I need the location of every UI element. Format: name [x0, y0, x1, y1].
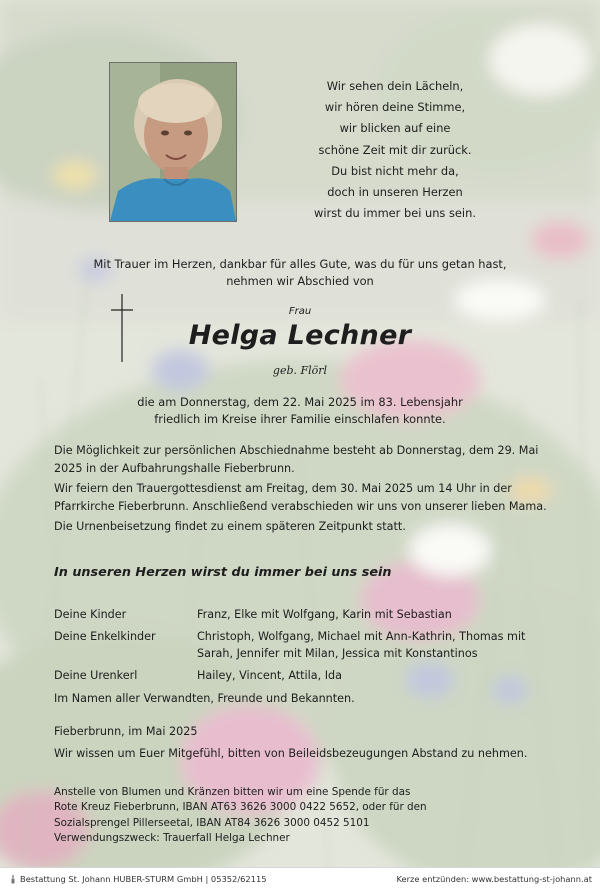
portrait-photo [109, 62, 237, 222]
place-date: Fieberbrunn, im Mai 2025 [54, 725, 198, 738]
donation-line: Sozialsprengel Pillerseetal, IBAN AT84 3626 3000 0452 5101 [54, 816, 370, 829]
poem-line: doch in unseren Herzen [327, 185, 463, 200]
sympathy-note: Wir wissen um Euer Mitgefühl, bitten von Beileidsbezeugungen Abstand zu nehmen. [54, 747, 528, 760]
poem-line: wirst du immer bei uns sein. [314, 206, 476, 221]
poem-line: schöne Zeit mit dir zurück. [318, 142, 472, 157]
death-notice-line: friedlich im Kreise ihrer Familie einschlafen konnte. [154, 412, 446, 426]
urn-burial-paragraph: Die Urnenbeisetzung findet zu einem späteren Zeitpunkt statt. [54, 520, 406, 533]
poem [290, 76, 500, 224]
mourner-names: Franz, Elke mit Wolfgang, Karin mit Sebastian [197, 608, 452, 621]
cross-icon [110, 292, 134, 364]
mourner-names: Hailey, Vincent, Attila, Ida [197, 668, 342, 682]
death-notice-line: die am Donnerstag, dem 22. Mai 2025 im 83. Lebensjahr [137, 395, 463, 409]
intro-line: nehmen wir Abschied von [226, 274, 374, 288]
donation-line: Anstelle von Blumen und Kränzen bitten wir um eine Spende für das [54, 786, 411, 798]
intro-text [60, 256, 540, 290]
mourner-names: Christoph, Wolfgang, Michael mit Ann-Kathrin, Thomas mit Sarah, Jennifer mit Milan, Jessica mit Konstantinos [197, 629, 526, 660]
salutation: Frau [288, 306, 312, 317]
mourner-row [54, 628, 554, 663]
relatives-line: Im Namen aller Verwandten, Freunde und Bekannten. [54, 692, 355, 705]
footer-company-text: Bestattung St. Johann HUBER-STURM GmbH | 05352/62115 [20, 874, 267, 884]
donation-note [54, 785, 474, 846]
footer-company [8, 874, 267, 884]
footer-candle-link[interactable]: Kerze entzünden: www.bestattung-st-johann.at [396, 874, 592, 884]
poem-line: wir blicken auf eine [339, 121, 451, 136]
poem-line: Wir sehen dein Lächeln, [326, 79, 464, 93]
donation-line: Rote Kreuz Fieberbrunn, IBAN AT63 3626 3000 0422 5652, oder für den [54, 801, 427, 814]
mourner-row [54, 667, 554, 685]
intro-line: Mit Trauer im Herzen, dankbar für alles Gute, was du für uns getan hast, [93, 257, 507, 271]
motto: In unseren Herzen wirst du immer bei uns sein [54, 565, 392, 580]
death-notice [60, 394, 540, 428]
mourners-list [54, 606, 554, 688]
candle-icon [8, 874, 18, 884]
mourner-label: Deine Enkelkinder [54, 629, 156, 643]
funeral-service-paragraph: Wir feiern den Trauergottesdienst am Freitag, dem 30. Mai 2025 um 14 Uhr in der Pfarrkirche Fieberbrunn. Anschließend verabschieden wir uns von unserer lieben Mama. [54, 482, 547, 513]
farewell-paragraph: Die Möglichkeit zur persönlichen Abschiednahme besteht ab Donnerstag, dem 29. Mai 2025 in der Aufbahrungshalle Fieberbrunn. [54, 444, 539, 475]
deceased-name: Helga Lechner [188, 320, 412, 351]
maiden-name: geb. Flörl [272, 364, 328, 377]
poem-line: Du bist nicht mehr da, [331, 163, 459, 178]
poem-line: wir hören deine Stimme, [324, 100, 466, 115]
footer [0, 867, 600, 889]
donation-line: Verwendungszweck: Trauerfall Helga Lechner [54, 831, 290, 844]
mourner-row [54, 606, 554, 624]
mourner-label: Deine Kinder [54, 608, 127, 621]
mourner-label: Deine Urenkerl [54, 668, 138, 682]
